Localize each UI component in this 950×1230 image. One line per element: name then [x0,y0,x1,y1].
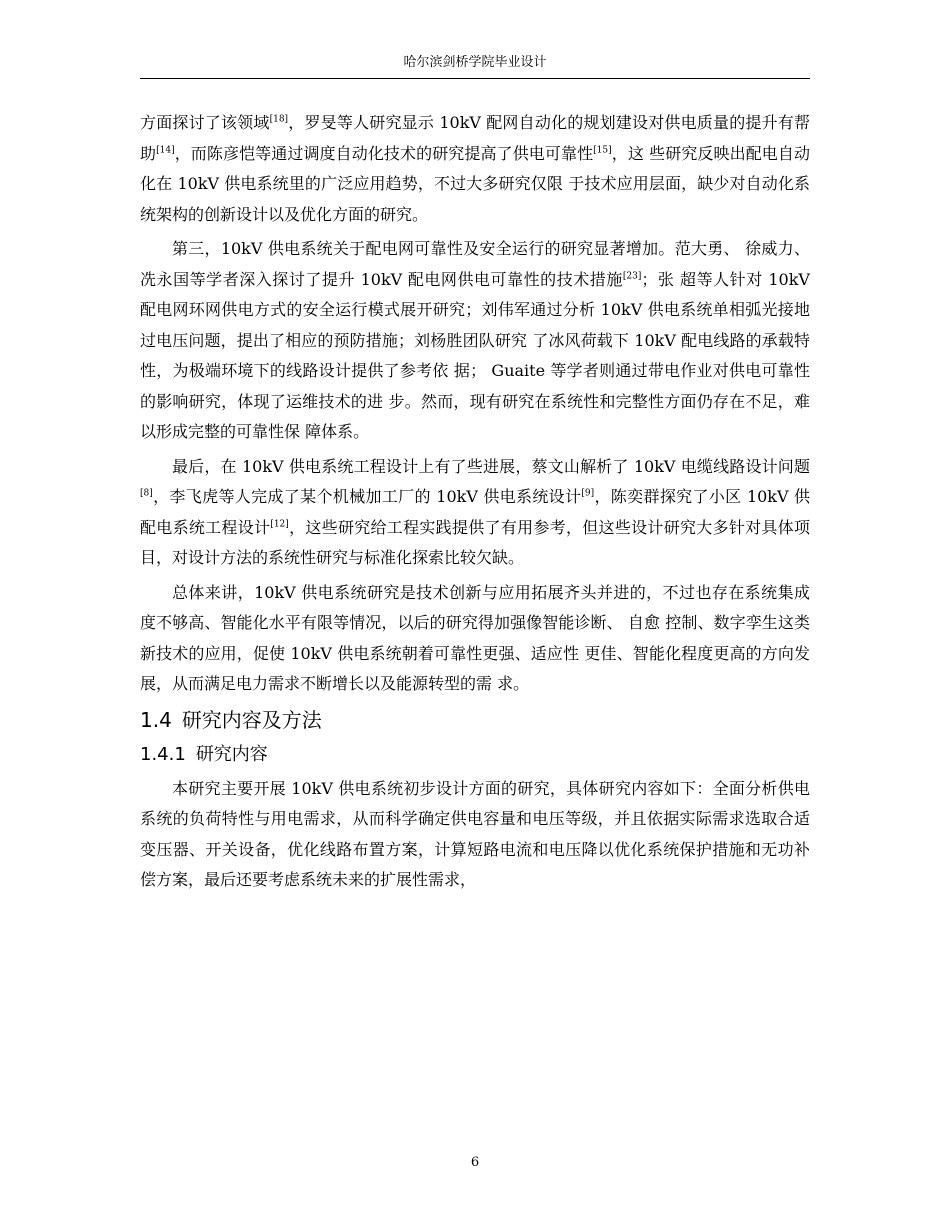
p3-text-d: ，这些研究给工程实践提供了有用参考，但这些设计研究大多针对具体项目，对设计方法的系统性研究与标准化探索比较欠缺。 [140,517,810,567]
section-number: 1.4 [140,707,172,732]
paragraph-1 [140,108,810,230]
p1-text-c: ，而陈彦恺等通过调度自动化技术的研究提高了供电可靠性 [174,143,594,163]
subsection-heading [140,742,810,768]
citation-23: [23] [622,271,642,282]
header-rule [140,78,810,79]
page-number: 6 [470,1155,480,1170]
p1-text-b: ，罗旻等人研究显示 10kV 配网自动化的规划建设对供电质量的提升有帮助 [140,113,810,163]
p1-text-d: ，这 些研究反映出配电自动化在 10kV 供电系统里的广泛应用趋势，不过大多研究仅限 于技术应用层面，缺少对自动化系统架构的创新设计以及优化方面的研究。 [140,143,810,224]
p2-text-a: 第三，10kV 供电系统关于配电网可靠性及安全运行的研究显著增加。范大勇、 徐威力、冼永国等学者深入探讨了提升 10kV 配电网供电可靠性的技术措施 [140,239,810,289]
page-footer [0,1155,950,1171]
citation-15: [15] [593,145,612,156]
paragraph-4 [140,578,810,700]
section-heading [140,706,810,734]
citation-18: [18] [269,114,289,125]
paragraph-2 [140,234,810,448]
citation-14: [14] [156,145,175,156]
page-body [140,108,810,900]
p1-text-a: 方面探讨了该领域 [140,113,270,132]
p3-text-c: ，陈奕群探究了小区 10kV 供配电系统工程设计 [140,487,810,537]
header-title: 哈尔滨剑桥学院毕业设计 [403,55,547,70]
page-header [140,55,810,71]
p3-text-a: 最后，在 10kV 供电系统工程设计上有了些进展，蔡文山解析了 10kV 电缆线路设计问题 [172,456,810,476]
p4-text: 总体来讲，10kV 供电系统研究是技术创新与应用拓展齐头并进的，不过也存在系统集成度不够高、智能化水平有限等情况，以后的研究得加强像智能诊断、 自愈 控制、数字孪生这类新技术的应用，促使 10kV 供电系统朝着可靠性更强、适应性 更佳、智能化程度更高的方向发展，从而满足电力需求不断增长以及能源转型的需 求。 [140,582,810,693]
subsection-number: 1.4.1 [140,743,186,765]
citation-8: [8] [140,488,153,499]
paragraph-3 [140,452,810,574]
section-title: 研究内容及方法 [181,707,322,732]
p3-text-b: ，李飞虎等人完成了某个机械加工厂的 10kV 供电系统设计 [152,487,582,506]
subsection-title: 研究内容 [195,743,268,765]
paragraph-5: 本研究主要开展 10kV 供电系统初步设计方面的研究，具体研究内容如下：全面分析供电系统的负荷特性与用电需求，从而科学确定供电容量和电压等级，并且依据实际需求选取合适变压器、开关设备，优化线路布置方案，计算短路电流和电压降以优化系统保护措施和无功补偿方案，最后还要考虑系统未来的扩展性需求， [140,778,810,889]
p2-text-b: ；张 超等人针对 10kV 配电网环网供电方式的安全运行模式展开研究；刘伟军通过分析 10kV 供电系统单相弧光接地过电压问题，提出了相应的预防措施；刘杨胜团队研究 了冰风荷载下 10kV 配电线路的承载特性，为极端环境下的线路设计提供了参考依 据； Guaite 等学者则通过带电作业对供电可靠性的影响研究，体现了运维技术的进 步。然而，现有研究在系统性和完整性方面仍存在不足，难以形成完整的可靠性保 障体系。 [140,269,810,441]
citation-12: [12] [270,519,289,530]
citation-9: [9] [581,488,595,499]
